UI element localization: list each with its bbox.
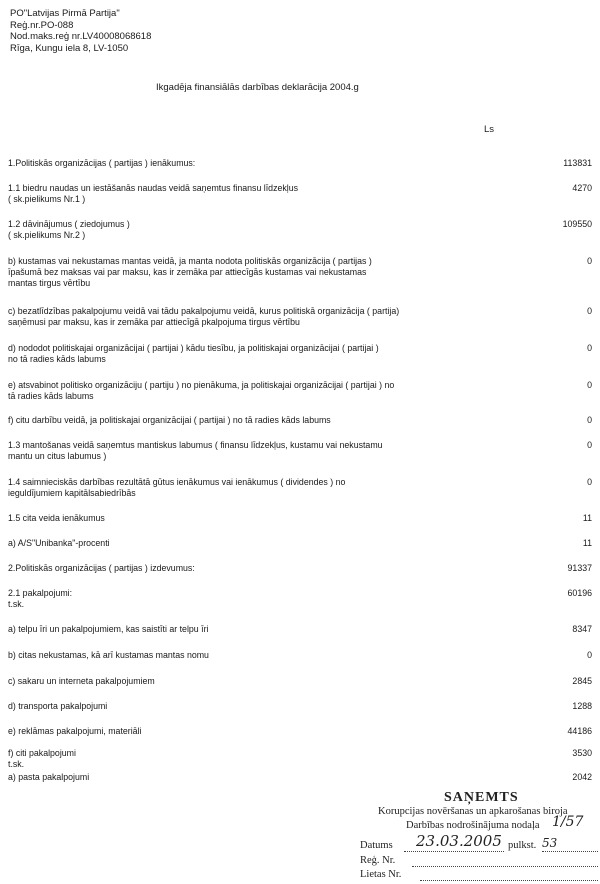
table-row [8, 676, 592, 687]
row-label-line: 1.1 biedru naudas un iestāšanās naudas veidā saņemtus finansu līdzekļus [8, 183, 299, 193]
table-row [8, 588, 592, 610]
stamp-date-line [404, 851, 504, 852]
stamp-reg-label: Reģ. Nr. [360, 855, 396, 866]
row-label [8, 650, 438, 661]
row-label [8, 563, 438, 574]
stamp-case-line [420, 880, 598, 881]
row-label-line: no tā radies kāds labums [8, 354, 106, 364]
row-label-line: f) citu darbību veidā, ja politiskajai organizācijai ( partijai ) no tā radies kāds labums [8, 415, 331, 425]
row-label [8, 748, 438, 770]
row-label-line: mantu un citus labumus ) [8, 451, 107, 461]
table-row [8, 650, 592, 661]
row-label [8, 219, 438, 241]
sender-reg-number: Reģ.nr.PO-088 [10, 19, 74, 31]
table-row [8, 306, 592, 328]
stamp-case-label: Lietas Nr. [360, 869, 402, 880]
row-label-line: d) nododot politiskajai organizācijai ( partijai ) kādu tiesību, ja politiskajai organizācijai ( partijai ) [8, 343, 379, 353]
row-value: 0 [587, 343, 592, 353]
currency-label: Ls [484, 124, 495, 135]
row-label-line: 1.Politiskās organizācijas ( partijas ) ienākumus: [8, 158, 196, 168]
received-stamp [360, 790, 600, 884]
row-value: 4270 [572, 183, 592, 193]
table-row [8, 219, 592, 241]
row-label-line: t.sk. [8, 599, 25, 609]
stamp-date-label: Datums [360, 840, 393, 851]
row-label [8, 513, 438, 524]
row-label [8, 676, 438, 687]
row-value: 1288 [572, 701, 592, 711]
row-value: 113831 [563, 158, 592, 168]
row-value: 91337 [567, 563, 592, 573]
row-label-line: saņēmusi par maksu, kas ir zemāka par attiecīgā pkalpojuma tirgus vērtību [8, 317, 300, 327]
table-row [8, 563, 592, 574]
table-row [8, 538, 592, 549]
row-label-line: ( sk.pielikums Nr.2 ) [8, 230, 86, 240]
stamp-bureau: Korupcijas novēršanas un apkarošanas biroja [378, 806, 568, 817]
row-value: 2042 [572, 772, 592, 782]
table-row [8, 415, 592, 426]
row-label-line: c) sakaru un interneta pakalpojumiem [8, 676, 155, 686]
row-value: 0 [587, 477, 592, 487]
table-row [8, 513, 592, 524]
row-label-line: mantas tirgus vērtību [8, 278, 91, 288]
table-row [8, 477, 592, 499]
table-row [8, 183, 592, 205]
row-label-line: 1.3 mantošanas veidā saņemtus mantiskus labumus ( finansu līdzekļus, kustamu vai nekustamu [8, 440, 383, 450]
row-label [8, 415, 438, 426]
stamp-handwritten-date: 23.03.2005 [416, 832, 502, 850]
stamp-handwritten-number: 1/57 [552, 814, 584, 830]
row-label-line: e) atsvabinot politisko organizāciju ( partiju ) no pienākuma, ja politiskajai organizācijai ( partijai ) no [8, 380, 395, 390]
table-row [8, 440, 592, 462]
sender-block [10, 8, 151, 54]
stamp-time-line [542, 851, 598, 852]
row-label-line: tā radies kāds labums [8, 391, 94, 401]
row-label-line: b) citas nekustamas, kā arī kustamas mantas nomu [8, 650, 209, 660]
row-label [8, 158, 438, 169]
stamp-handwritten-time: 53 [542, 836, 558, 850]
row-label-line: 1.4 saimnieciskās darbības rezultātā gūtus ienākumus vai ienākumus ( dividendes ) no [8, 477, 346, 487]
row-label-line: 1.5 cita veida ienākumus [8, 513, 105, 523]
row-value: 8347 [572, 624, 592, 634]
table-row [8, 701, 592, 712]
row-value: 11 [582, 513, 592, 523]
row-label-line: ieguldījumiem kapitālsabiedrībās [8, 488, 136, 498]
row-value: 44186 [567, 726, 592, 736]
row-label-line: e) reklāmas pakalpojumi, materiāli [8, 726, 142, 736]
row-value: 0 [587, 380, 592, 390]
row-label [8, 588, 438, 610]
row-label [8, 440, 438, 462]
sender-name: PO"Latvijas Pirmā Partija" [10, 8, 120, 19]
row-label-line: c) bezatlīdzības pakalpojumu veidā vai tādu pakalpojumu veidā, kurus politiskā organizācija ( partija) [8, 306, 400, 316]
row-value: 60196 [567, 588, 592, 598]
row-label [8, 701, 438, 712]
table-row [8, 748, 592, 770]
row-value: 11 [582, 538, 592, 548]
row-value: 3530 [572, 748, 592, 758]
row-label-line: īpašumā bez maksas vai par maksu, kas ir zemāka par attiecīgās kustamas vai nekustamas [8, 267, 367, 277]
row-label [8, 343, 438, 365]
row-label-line: a) telpu īri un pakalpojumiem, kas saistīti ar telpu īri [8, 624, 209, 634]
row-label-line: b) kustamas vai nekustamas mantas veidā, ja manta nodota politiskās organizācija ( partijas ) [8, 256, 372, 266]
row-value: 0 [587, 650, 592, 660]
row-label-line: a) pasta pakalpojumi [8, 772, 90, 782]
stamp-reg-line [412, 866, 598, 867]
row-label [8, 726, 438, 737]
row-label [8, 306, 438, 328]
row-label-line: f) citi pakalpojumi [8, 748, 76, 758]
table-row [8, 380, 592, 402]
row-value: 0 [587, 256, 592, 266]
row-label [8, 183, 438, 205]
row-label-line: ( sk.pielikums Nr.1 ) [8, 194, 86, 204]
stamp-department: Darbības nodrošinājuma nodaļa [406, 820, 540, 831]
stamp-title: SAŅEMTS [444, 790, 519, 805]
table-row [8, 624, 592, 635]
row-value: 0 [587, 306, 592, 316]
row-label-line: a) A/S"Unibanka"-procenti [8, 538, 110, 548]
row-value: 2845 [572, 676, 592, 686]
row-label-line: d) transporta pakalpojumi [8, 701, 108, 711]
sender-address: Rīga, Kungu iela 8, LV-1050 [10, 42, 129, 54]
row-label [8, 477, 438, 499]
row-label-line: 1.2 dāvinājumus ( ziedojumus ) [8, 219, 130, 229]
sender-tax-number: Nod.maks.reģ nr.LV40008068618 [10, 31, 152, 42]
row-value: 0 [587, 415, 592, 425]
row-label-line: 2.Politiskās organizācijas ( partijas ) izdevumus: [8, 563, 195, 573]
row-label-line: t.sk. [8, 759, 25, 769]
table-row [8, 158, 592, 169]
row-value: 0 [587, 440, 592, 450]
document-title: Ikgadēja finansiālās darbības deklarācija 2004.g [156, 82, 359, 93]
table-row [8, 772, 592, 783]
table-row [8, 726, 592, 737]
table-row [8, 256, 592, 289]
row-label [8, 380, 438, 402]
row-label [8, 538, 438, 549]
row-label-line: 2.1 pakalpojumi: [8, 588, 73, 598]
row-label [8, 772, 438, 783]
table-row [8, 343, 592, 365]
stamp-time-label: pulkst. [508, 840, 537, 851]
row-label [8, 624, 438, 635]
row-label [8, 256, 438, 289]
row-value: 109550 [562, 219, 592, 229]
